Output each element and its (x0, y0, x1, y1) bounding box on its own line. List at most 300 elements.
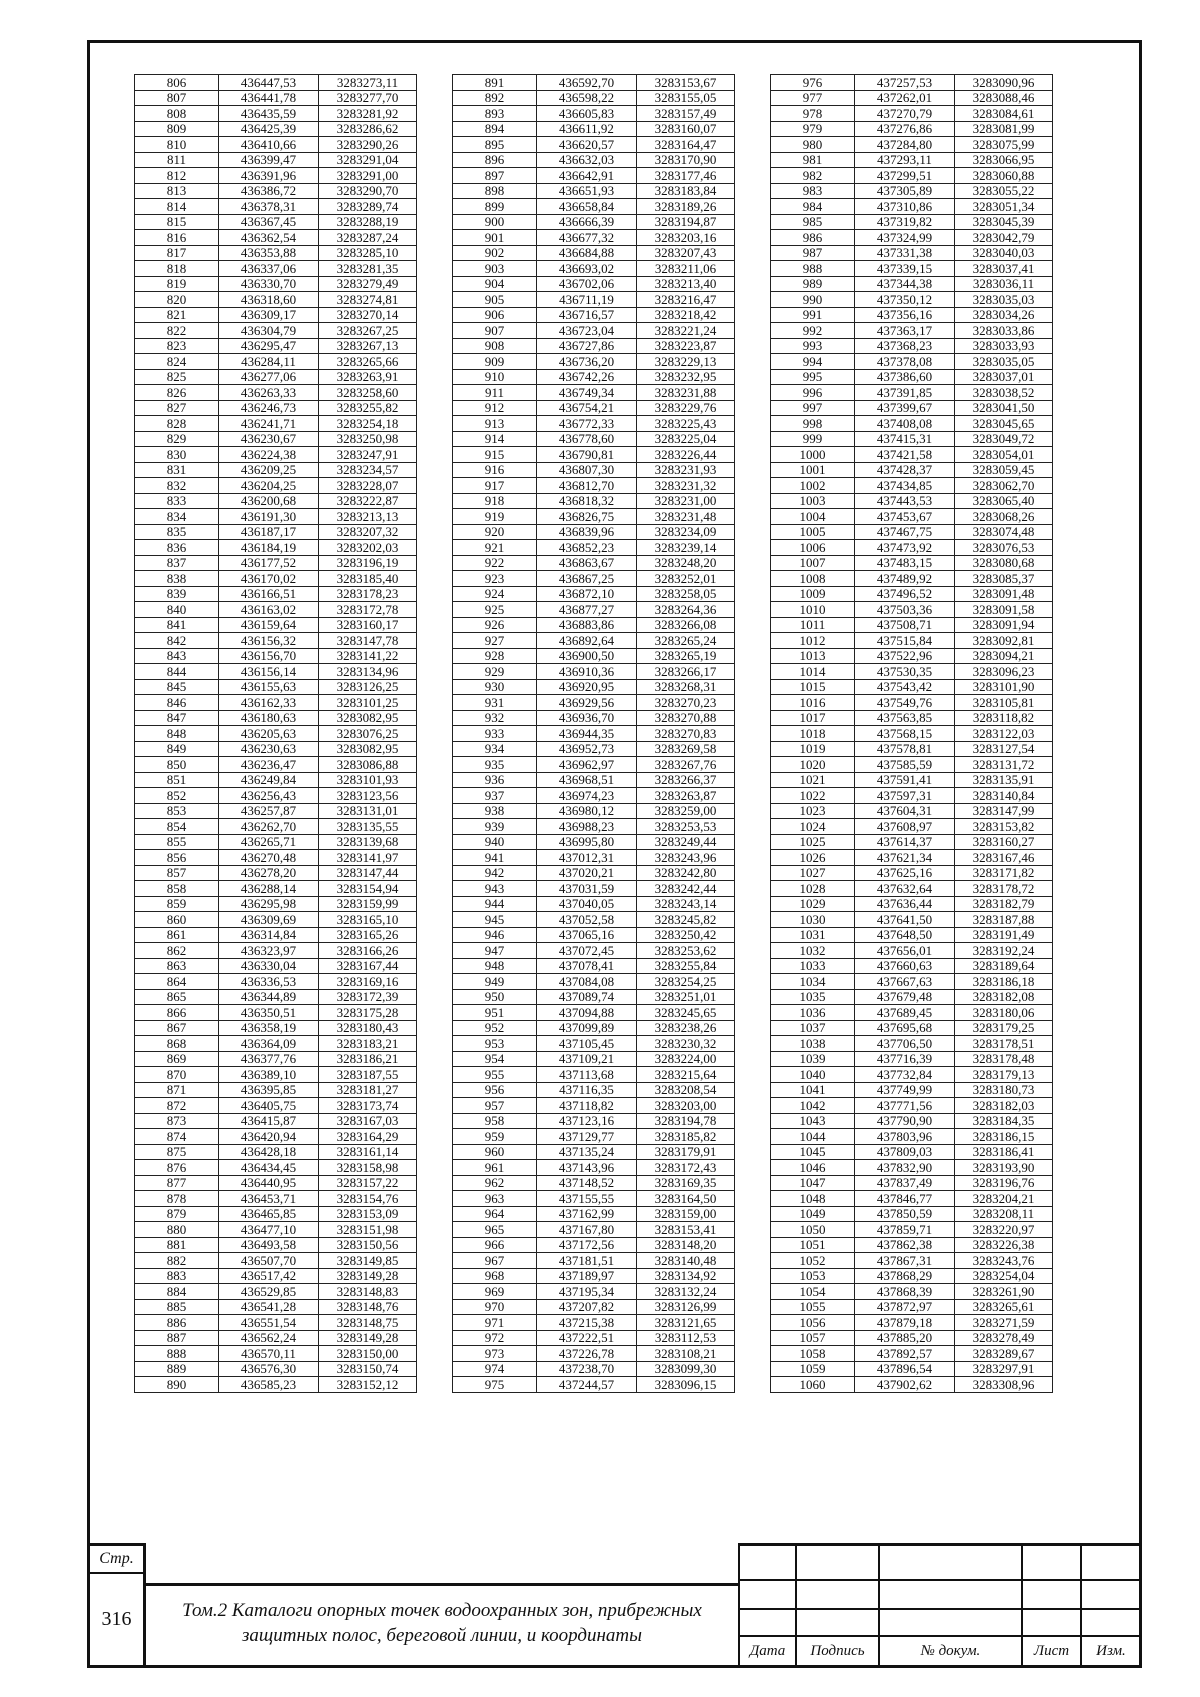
y-coordinate: 3283161,14 (319, 1144, 417, 1160)
table-row (453, 1160, 735, 1176)
point-number: 986 (771, 230, 855, 246)
header-sheet: Лист (1022, 1636, 1081, 1665)
point-number: 907 (453, 323, 537, 339)
x-coordinate: 436529,85 (219, 1284, 319, 1300)
table-row (771, 431, 1053, 447)
point-number: 920 (453, 524, 537, 540)
y-coordinate: 3283172,39 (319, 989, 417, 1005)
table-row (771, 1253, 1053, 1269)
table-row (135, 571, 417, 587)
point-number: 1027 (771, 865, 855, 881)
table-row (135, 1330, 417, 1346)
x-coordinate: 437489,92 (855, 571, 955, 587)
y-coordinate: 3283108,21 (637, 1346, 735, 1362)
point-number: 1015 (771, 679, 855, 695)
x-coordinate: 437344,38 (855, 276, 955, 292)
point-number: 842 (135, 633, 219, 649)
table-row (135, 1067, 417, 1083)
x-coordinate: 436295,47 (219, 338, 319, 354)
point-number: 825 (135, 369, 219, 385)
table-row (771, 524, 1053, 540)
y-coordinate: 3283291,00 (319, 168, 417, 184)
point-number: 923 (453, 571, 537, 587)
table-row (135, 741, 417, 757)
point-number: 957 (453, 1098, 537, 1114)
point-number: 1014 (771, 664, 855, 680)
x-coordinate: 436818,32 (537, 493, 637, 509)
point-number: 930 (453, 679, 537, 695)
y-coordinate: 3283285,10 (319, 245, 417, 261)
x-coordinate: 436389,10 (219, 1067, 319, 1083)
point-number: 952 (453, 1020, 537, 1036)
x-coordinate: 436249,84 (219, 772, 319, 788)
x-coordinate: 437331,38 (855, 245, 955, 261)
x-coordinate: 436872,10 (537, 586, 637, 602)
table-row (135, 1299, 417, 1315)
x-coordinate: 436541,28 (219, 1299, 319, 1315)
table-row (771, 214, 1053, 230)
x-coordinate: 436241,71 (219, 416, 319, 432)
point-number: 910 (453, 369, 537, 385)
y-coordinate: 3283035,03 (955, 292, 1053, 308)
y-coordinate: 3283177,46 (637, 168, 735, 184)
table-row (771, 912, 1053, 928)
y-coordinate: 3283258,60 (319, 385, 417, 401)
x-coordinate: 437084,08 (537, 974, 637, 990)
y-coordinate: 3283084,61 (955, 106, 1053, 122)
table-row (453, 617, 735, 633)
table-row (453, 261, 735, 277)
point-number: 983 (771, 183, 855, 199)
x-coordinate: 437563,85 (855, 710, 955, 726)
y-coordinate: 3283250,42 (637, 927, 735, 943)
table-row (771, 1113, 1053, 1129)
point-number: 901 (453, 230, 537, 246)
point-number: 810 (135, 137, 219, 153)
y-coordinate: 3283193,90 (955, 1160, 1053, 1176)
point-number: 831 (135, 462, 219, 478)
y-coordinate: 3283062,70 (955, 478, 1053, 494)
x-coordinate: 436877,27 (537, 602, 637, 618)
point-number: 916 (453, 462, 537, 478)
x-coordinate: 437522,96 (855, 648, 955, 664)
point-number: 926 (453, 617, 537, 633)
point-number: 911 (453, 385, 537, 401)
grid-cell (1081, 1546, 1140, 1580)
table-row (453, 1051, 735, 1067)
y-coordinate: 3283291,04 (319, 152, 417, 168)
point-number: 948 (453, 958, 537, 974)
grid-cell (879, 1609, 1022, 1636)
y-coordinate: 3283183,84 (637, 183, 735, 199)
table-row (771, 617, 1053, 633)
x-coordinate: 437052,58 (537, 912, 637, 928)
y-coordinate: 3283150,74 (319, 1361, 417, 1377)
point-number: 1033 (771, 958, 855, 974)
x-coordinate: 437496,52 (855, 586, 955, 602)
x-coordinate: 436177,52 (219, 555, 319, 571)
point-number: 933 (453, 726, 537, 742)
x-coordinate: 436314,84 (219, 927, 319, 943)
x-coordinate: 437276,86 (855, 121, 955, 137)
y-coordinate: 3283203,00 (637, 1098, 735, 1114)
y-coordinate: 3283234,57 (319, 462, 417, 478)
point-number: 980 (771, 137, 855, 153)
y-coordinate: 3283243,14 (637, 896, 735, 912)
grid-cell (1081, 1580, 1140, 1609)
point-number: 992 (771, 323, 855, 339)
x-coordinate: 436920,95 (537, 679, 637, 695)
header-date: Дата (739, 1636, 796, 1665)
point-number: 906 (453, 307, 537, 323)
table-row (453, 1144, 735, 1160)
y-coordinate: 3283202,03 (319, 540, 417, 556)
point-number: 890 (135, 1377, 219, 1393)
table-row (135, 199, 417, 215)
y-coordinate: 3283140,84 (955, 788, 1053, 804)
y-coordinate: 3283234,09 (637, 524, 735, 540)
y-coordinate: 3283148,75 (319, 1315, 417, 1331)
x-coordinate: 436611,92 (537, 121, 637, 137)
y-coordinate: 3283101,25 (319, 695, 417, 711)
table-row (771, 1098, 1053, 1114)
y-coordinate: 3283286,62 (319, 121, 417, 137)
page-number-box (90, 1543, 146, 1665)
table-row (453, 695, 735, 711)
x-coordinate: 436702,06 (537, 276, 637, 292)
point-number: 1023 (771, 803, 855, 819)
y-coordinate: 3283263,87 (637, 788, 735, 804)
y-coordinate: 3283220,97 (955, 1222, 1053, 1238)
point-number: 908 (453, 338, 537, 354)
x-coordinate: 437508,71 (855, 617, 955, 633)
table-row (135, 1129, 417, 1145)
table-row (771, 1036, 1053, 1052)
y-coordinate: 3283164,50 (637, 1191, 735, 1207)
point-number: 822 (135, 323, 219, 339)
header-signature: Подпись (796, 1636, 879, 1665)
x-coordinate: 436364,09 (219, 1036, 319, 1052)
point-number: 919 (453, 509, 537, 525)
x-coordinate: 436184,19 (219, 540, 319, 556)
point-number: 875 (135, 1144, 219, 1160)
x-coordinate: 436277,06 (219, 369, 319, 385)
x-coordinate: 436995,80 (537, 834, 637, 850)
x-coordinate: 437641,50 (855, 912, 955, 928)
y-coordinate: 3283092,81 (955, 633, 1053, 649)
table-row (771, 881, 1053, 897)
y-coordinate: 3283033,86 (955, 323, 1053, 339)
x-coordinate: 436362,54 (219, 230, 319, 246)
y-coordinate: 3283157,49 (637, 106, 735, 122)
table-row (771, 865, 1053, 881)
x-coordinate: 436304,79 (219, 323, 319, 339)
y-coordinate: 3283270,83 (637, 726, 735, 742)
y-coordinate: 3283232,95 (637, 369, 735, 385)
table-row (135, 292, 417, 308)
x-coordinate: 436592,70 (537, 75, 637, 91)
y-coordinate: 3283186,15 (955, 1129, 1053, 1145)
x-coordinate: 437118,82 (537, 1098, 637, 1114)
table-row (771, 1175, 1053, 1191)
table-row (771, 1284, 1053, 1300)
point-number: 871 (135, 1082, 219, 1098)
point-number: 1036 (771, 1005, 855, 1021)
y-coordinate: 3283249,44 (637, 834, 735, 850)
x-coordinate: 436944,35 (537, 726, 637, 742)
x-coordinate: 437896,54 (855, 1361, 955, 1377)
x-coordinate: 436453,71 (219, 1191, 319, 1207)
y-coordinate: 3283218,42 (637, 307, 735, 323)
point-number: 889 (135, 1361, 219, 1377)
point-number: 846 (135, 695, 219, 711)
point-number: 1008 (771, 571, 855, 587)
y-coordinate: 3283186,18 (955, 974, 1053, 990)
table-row (453, 1191, 735, 1207)
table-row (453, 896, 735, 912)
table-row (135, 183, 417, 199)
x-coordinate: 436711,19 (537, 292, 637, 308)
table-row (453, 152, 735, 168)
point-number: 1024 (771, 819, 855, 835)
point-number: 849 (135, 741, 219, 757)
x-coordinate: 437434,85 (855, 478, 955, 494)
y-coordinate: 3283085,37 (955, 571, 1053, 587)
x-coordinate: 437226,78 (537, 1346, 637, 1362)
table-row (453, 1067, 735, 1083)
y-coordinate: 3283228,07 (319, 478, 417, 494)
y-coordinate: 3283180,06 (955, 1005, 1053, 1021)
point-number: 945 (453, 912, 537, 928)
y-coordinate: 3283185,82 (637, 1129, 735, 1145)
y-coordinate: 3283194,78 (637, 1113, 735, 1129)
point-number: 852 (135, 788, 219, 804)
point-number: 940 (453, 834, 537, 850)
x-coordinate: 437339,15 (855, 261, 955, 277)
coordinates-table-2 (452, 74, 735, 1393)
table-row (453, 431, 735, 447)
table-row (135, 602, 417, 618)
table-row (453, 819, 735, 835)
x-coordinate: 437885,20 (855, 1330, 955, 1346)
point-number: 845 (135, 679, 219, 695)
x-coordinate: 437386,60 (855, 369, 955, 385)
y-coordinate: 3283088,46 (955, 90, 1053, 106)
point-number: 958 (453, 1113, 537, 1129)
point-number: 862 (135, 943, 219, 959)
point-number: 826 (135, 385, 219, 401)
x-coordinate: 436576,30 (219, 1361, 319, 1377)
table-row (453, 292, 735, 308)
y-coordinate: 3283135,55 (319, 819, 417, 835)
table-row (135, 478, 417, 494)
x-coordinate: 436517,42 (219, 1268, 319, 1284)
x-coordinate: 436435,59 (219, 106, 319, 122)
y-coordinate: 3283273,11 (319, 75, 417, 91)
grid-cell (1022, 1609, 1081, 1636)
x-coordinate: 436395,85 (219, 1082, 319, 1098)
table-row (135, 679, 417, 695)
x-coordinate: 436892,64 (537, 633, 637, 649)
y-coordinate: 3283203,16 (637, 230, 735, 246)
x-coordinate: 437689,45 (855, 1005, 955, 1021)
point-number: 961 (453, 1160, 537, 1176)
y-coordinate: 3283261,90 (955, 1284, 1053, 1300)
table-row (135, 1222, 417, 1238)
point-number: 944 (453, 896, 537, 912)
table-row (135, 385, 417, 401)
table-row (453, 710, 735, 726)
x-coordinate: 436807,30 (537, 462, 637, 478)
grid-cell (879, 1546, 1022, 1580)
table-row (453, 276, 735, 292)
table-row (453, 183, 735, 199)
x-coordinate: 437020,21 (537, 865, 637, 881)
point-number: 993 (771, 338, 855, 354)
point-number: 970 (453, 1299, 537, 1315)
table-row (453, 865, 735, 881)
grid-cell (739, 1609, 796, 1636)
y-coordinate: 3283231,00 (637, 493, 735, 509)
x-coordinate: 437040,05 (537, 896, 637, 912)
x-coordinate: 436440,95 (219, 1175, 319, 1191)
point-number: 935 (453, 757, 537, 773)
x-coordinate: 437270,79 (855, 106, 955, 122)
point-number: 815 (135, 214, 219, 230)
table-row (453, 1253, 735, 1269)
y-coordinate: 3283192,24 (955, 943, 1053, 959)
x-coordinate: 436900,50 (537, 648, 637, 664)
y-coordinate: 3283080,68 (955, 555, 1053, 571)
point-number: 918 (453, 493, 537, 509)
table-row (135, 152, 417, 168)
table-row (135, 540, 417, 556)
x-coordinate: 436344,89 (219, 989, 319, 1005)
point-number: 1030 (771, 912, 855, 928)
table-row (453, 90, 735, 106)
table-row (453, 1268, 735, 1284)
point-number: 856 (135, 850, 219, 866)
x-coordinate: 437846,77 (855, 1191, 955, 1207)
table-row (771, 540, 1053, 556)
x-coordinate: 436399,47 (219, 152, 319, 168)
table-row (135, 1206, 417, 1222)
y-coordinate: 3283127,54 (955, 741, 1053, 757)
point-number: 843 (135, 648, 219, 664)
point-number: 894 (453, 121, 537, 137)
x-coordinate: 436952,73 (537, 741, 637, 757)
table-row (453, 524, 735, 540)
table-row (135, 586, 417, 602)
y-coordinate: 3283184,35 (955, 1113, 1053, 1129)
point-number: 809 (135, 121, 219, 137)
table-row (771, 850, 1053, 866)
point-number: 966 (453, 1237, 537, 1253)
y-coordinate: 3283238,26 (637, 1020, 735, 1036)
point-number: 994 (771, 354, 855, 370)
table-row (135, 617, 417, 633)
point-number: 937 (453, 788, 537, 804)
table-row (771, 695, 1053, 711)
table-row (771, 75, 1053, 91)
table-row (135, 400, 417, 416)
x-coordinate: 437660,63 (855, 958, 955, 974)
table-row (771, 1051, 1053, 1067)
x-coordinate: 436749,34 (537, 385, 637, 401)
point-number: 979 (771, 121, 855, 137)
point-number: 1052 (771, 1253, 855, 1269)
table-row (135, 90, 417, 106)
y-coordinate: 3283254,04 (955, 1268, 1053, 1284)
y-coordinate: 3283173,74 (319, 1098, 417, 1114)
y-coordinate: 3283268,31 (637, 679, 735, 695)
x-coordinate: 437207,82 (537, 1299, 637, 1315)
x-coordinate: 437867,31 (855, 1253, 955, 1269)
table-row (771, 586, 1053, 602)
point-number: 972 (453, 1330, 537, 1346)
table-row (453, 199, 735, 215)
table-row (771, 664, 1053, 680)
x-coordinate: 437094,88 (537, 1005, 637, 1021)
x-coordinate: 436386,72 (219, 183, 319, 199)
table-row (135, 819, 417, 835)
y-coordinate: 3283297,91 (955, 1361, 1053, 1377)
y-coordinate: 3283187,55 (319, 1067, 417, 1083)
x-coordinate: 437832,90 (855, 1160, 955, 1176)
y-coordinate: 3283094,21 (955, 648, 1053, 664)
x-coordinate: 437604,31 (855, 803, 955, 819)
point-number: 1044 (771, 1129, 855, 1145)
x-coordinate: 436642,91 (537, 168, 637, 184)
table-row (771, 106, 1053, 122)
x-coordinate: 436337,06 (219, 261, 319, 277)
point-number: 1040 (771, 1067, 855, 1083)
grid-cell (1022, 1546, 1081, 1580)
point-number: 1032 (771, 943, 855, 959)
y-coordinate: 3283253,53 (637, 819, 735, 835)
point-number: 1020 (771, 757, 855, 773)
point-number: 991 (771, 307, 855, 323)
y-coordinate: 3283086,88 (319, 757, 417, 773)
point-number: 1046 (771, 1160, 855, 1176)
point-number: 898 (453, 183, 537, 199)
y-coordinate: 3283243,96 (637, 850, 735, 866)
x-coordinate: 436367,45 (219, 214, 319, 230)
point-number: 867 (135, 1020, 219, 1036)
table-row (771, 1144, 1053, 1160)
point-number: 861 (135, 927, 219, 943)
x-coordinate: 437473,92 (855, 540, 955, 556)
table-row (135, 121, 417, 137)
x-coordinate: 437868,39 (855, 1284, 955, 1300)
table-row (771, 183, 1053, 199)
point-number: 963 (453, 1191, 537, 1207)
point-number: 827 (135, 400, 219, 416)
point-number: 922 (453, 555, 537, 571)
y-coordinate: 3283149,28 (319, 1330, 417, 1346)
x-coordinate: 437215,38 (537, 1315, 637, 1331)
x-coordinate: 437809,03 (855, 1144, 955, 1160)
y-coordinate: 3283140,48 (637, 1253, 735, 1269)
table-row (771, 1005, 1053, 1021)
x-coordinate: 436191,30 (219, 509, 319, 525)
table-row (453, 571, 735, 587)
x-coordinate: 436988,23 (537, 819, 637, 835)
x-coordinate: 437859,71 (855, 1222, 955, 1238)
y-coordinate: 3283211,06 (637, 261, 735, 277)
point-number: 924 (453, 586, 537, 602)
table-row (453, 462, 735, 478)
